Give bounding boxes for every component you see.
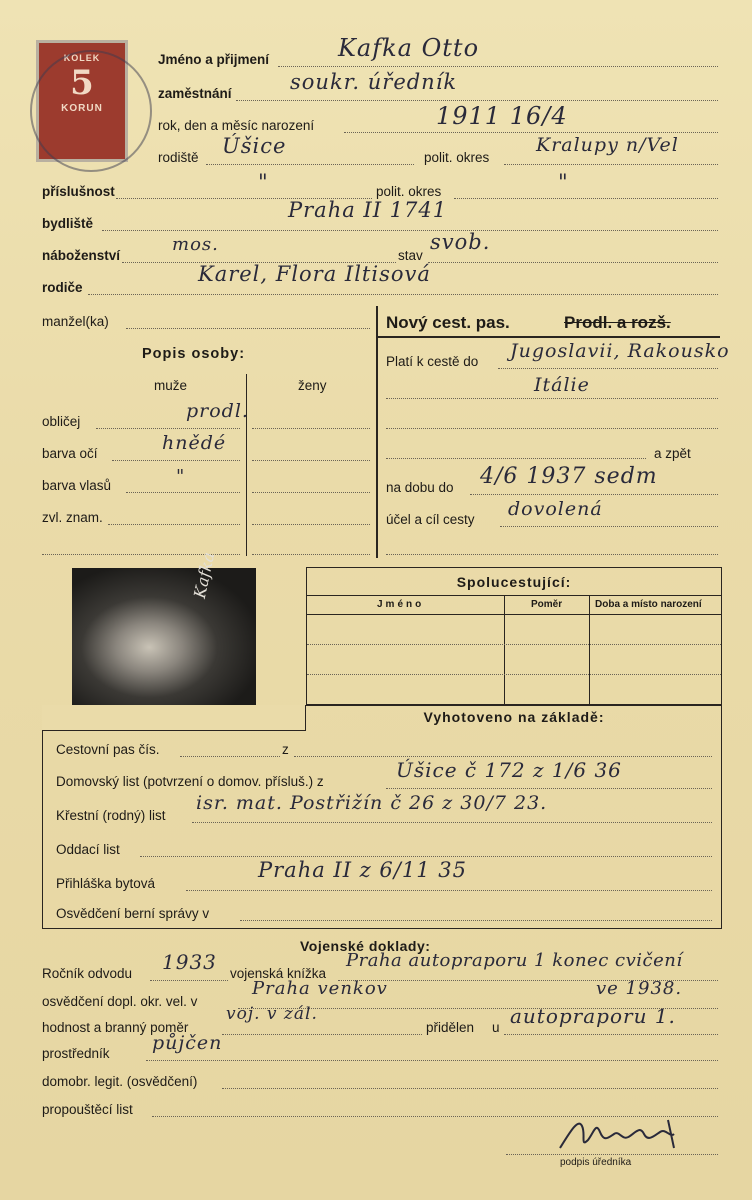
rank-line [222,1034,422,1035]
status-line [428,262,718,263]
birth-cert-line [192,822,712,823]
companions-heading: Spolucestující: [456,574,572,590]
hair-value: " [176,466,186,487]
duration-line [470,494,718,495]
district-line [504,164,718,165]
mediator-line [146,1060,718,1061]
legion-line [222,1088,718,1089]
rank-value: voj. v zál. [226,1004,318,1024]
birthdate-label: rok, den a měsíc narození [158,118,315,133]
residence-label: bydliště [42,216,94,231]
status-value: svob. [430,230,491,254]
tax-line [240,920,712,921]
destination-value-2: Itálie [534,374,590,396]
stamp-value: 5 [70,63,94,103]
old-passport-label: Cestovní pas čís. [56,742,160,757]
companions-row-1 [307,644,721,645]
marks-line-2-female [252,554,370,555]
religion-value: mos. [172,234,219,255]
discharge-label: propouštěcí list [42,1102,133,1117]
citizenship-district-label: polit. okres [376,184,442,199]
companions-header-rule [307,614,721,615]
companions-col-divider-2 [589,595,590,705]
parents-label: rodiče [42,280,83,295]
companions-col-relation: Poměr [531,599,563,610]
destination-line-1 [498,368,718,369]
military-heading: Vojenské doklady: [300,938,431,954]
extension-label: Prodl. a rozš. [564,313,671,332]
valid-for-label: Platí k cestě do [386,354,479,369]
military-book-value: Praha autopraporu 1 konec cvičení [346,950,683,971]
face-value: prodl. [186,400,249,422]
assigned-line [504,1034,718,1035]
purpose-label: účel a cíl cesty [386,512,475,527]
birth-cert-label: Křestní (rodný) list [56,808,166,823]
spouse-line [126,328,370,329]
applicant-photo [72,550,256,712]
companions-heading-rule [307,595,721,596]
stamp-currency: KORUN [61,103,103,114]
eyes-line [112,460,240,461]
parents-value: Karel, Flora Iltisová [198,262,431,286]
domicile-line [386,788,712,789]
face-line-female [252,428,370,429]
female-column-label: ženy [298,378,327,393]
mediator-value: půjčen [152,1032,223,1054]
face-label: obličej [42,414,81,429]
marriage-label: Oddací list [56,842,120,857]
legion-label: domobr. legit. (osvědčení) [42,1074,198,1089]
status-label: stav [398,248,423,263]
companions-col-name: Jméno [377,599,425,610]
name-value: Kafka Otto [338,34,480,62]
old-passport-from-line [294,756,712,757]
photo-signature: Kafka [190,550,219,600]
domicile-label: Domovský list (potvrzení o domov. přísluš.) z [56,774,324,789]
face-line [96,428,240,429]
name-label: Jméno a přijmení [158,52,270,67]
draft-year-label: Ročník odvodu [42,966,133,981]
birthplace-value: Úšice [222,134,287,158]
destination-line-3 [386,428,718,429]
citizenship-label: příslušnost [42,184,115,199]
assigned-u: u [492,1020,500,1035]
district-label: polit. okres [424,150,490,165]
birthdate-value: 1911 16/4 [436,102,568,130]
marks-line-female [252,524,370,525]
marriage-line [140,856,712,857]
description-heading: Popis osoby: [142,346,246,362]
assigned-label: přidělen [426,1020,475,1035]
companions-col-divider-1 [504,595,505,705]
birthplace-line [206,164,414,165]
supplement-cert-label: osvědčení dopl. okr. vel. v [42,994,198,1009]
occupation-line [236,100,718,101]
new-passport-label: Nový cest. pas. [386,313,510,332]
companions-table [306,567,722,705]
companions-col-birth: Doba a místo narození [595,599,702,610]
tax-label: Osvědčení berní správy v [56,906,210,921]
destination-line-4 [386,458,646,459]
section-divider [376,306,378,558]
district-value: Kralupy n/Vel [536,134,679,156]
eyes-label: barva očí [42,446,98,461]
duration-value: 4/6 1937 sedm [480,464,658,489]
destination-value-1: Jugoslavii, Rakousko [510,340,730,362]
citizenship-district-line [454,198,718,199]
companions-row-2 [307,674,721,675]
stamp-top-text: KOLEK [63,53,101,63]
rank-label: hodnost a branný poměr [42,1020,189,1035]
assigned-value: autopraporu 1. [510,1004,676,1028]
draft-year-value: 1933 [162,950,217,974]
male-column-label: muže [154,378,188,393]
signature-label: podpis úředníka [560,1157,632,1168]
religion-label: náboženství [42,248,121,263]
official-signature [556,1112,690,1156]
residence-line [102,230,718,231]
supplement-cert-value: Praha venkov [252,978,388,999]
hair-label: barva vlasů [42,478,112,493]
eyes-line-female [252,460,370,461]
spouse-label: manžel(ka) [42,314,109,329]
domicile-value: Úšice č 172 z 1/6 36 [396,758,622,782]
marks-line [108,524,240,525]
return-label: a zpět [654,446,691,461]
mediator-label: prostředník [42,1046,110,1061]
birth-cert-value: isr. mat. Postřižín č 26 z 30/7 23. [196,792,548,814]
old-passport-z: z [282,742,289,757]
postmark-circle [30,50,152,172]
signature-line [506,1154,718,1155]
occupation-label: zaměstnání [158,86,232,101]
old-passport-line [180,756,280,757]
registration-value: Praha II z 6/11 35 [258,858,467,882]
military-book-label: vojenská knížka [230,966,327,981]
purpose-line-2 [386,554,718,555]
hair-line [126,492,240,493]
registration-label: Přihláška bytová [56,876,156,891]
name-line [278,66,718,67]
parents-line [88,294,718,295]
eyes-value: hnědé [162,432,227,454]
purpose-value: dovolená [508,498,603,520]
purpose-line [500,526,718,527]
destination-line-2 [386,398,718,399]
draft-year-line [150,980,228,981]
supplement-cert-extra: ve 1938. [596,978,683,999]
basis-heading: Vyhotoveno na základě: [423,709,605,725]
passport-heading-rule [376,336,720,338]
registration-line [186,890,712,891]
marks-label: zvl. znam. [42,510,103,525]
birthdate-line [344,132,718,133]
occupation-value: soukr. úředník [290,70,458,94]
basis-corner-notch [42,705,306,731]
residence-value: Praha II 1741 [288,198,448,222]
hair-line-female [252,492,370,493]
citizenship-district-value: " [558,170,569,194]
duration-label: na dobu do [386,480,454,495]
citizenship-value: " [258,170,269,194]
birthplace-label: rodiště [158,150,199,165]
